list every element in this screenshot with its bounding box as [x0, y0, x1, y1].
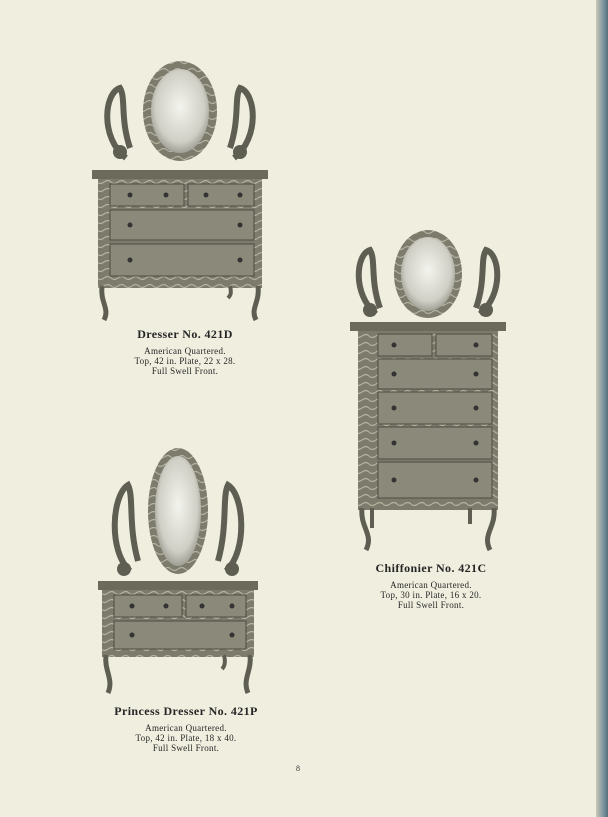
dresser-desc-3: Full Swell Front. — [151, 366, 219, 376]
princess-dresser-desc-3: Full Swell Front. — [152, 743, 220, 753]
princess-dresser-illustration — [94, 445, 262, 699]
princess-dresser-desc-1: American Quartered. — [145, 723, 227, 733]
dresser-desc-1: American Quartered. — [144, 346, 226, 356]
page-number: 8 — [296, 764, 300, 773]
chiffonier-desc-2: Top, 30 in. Plate, 16 x 20. — [380, 590, 482, 600]
chiffonier-illustration — [348, 228, 508, 556]
princess-dresser-desc-2: Top, 42 in. Plate, 18 x 40. — [135, 733, 237, 743]
chiffonier-title: Chiffonier No. 421C — [375, 561, 487, 575]
chiffonier-desc-3: Full Swell Front. — [397, 600, 465, 610]
dresser-caption — [100, 328, 270, 376]
dresser-title: Dresser No. 421D — [137, 327, 233, 341]
binding-gutter — [596, 0, 608, 817]
princess-dresser-title: Princess Dresser No. 421P — [114, 704, 258, 718]
princess-dresser-caption — [96, 705, 276, 753]
chiffonier-caption — [356, 562, 506, 610]
chiffonier-desc-1: American Quartered. — [390, 580, 472, 590]
dresser-desc-2: Top, 42 in. Plate, 22 x 28. — [134, 356, 236, 366]
dresser-illustration — [90, 58, 270, 326]
